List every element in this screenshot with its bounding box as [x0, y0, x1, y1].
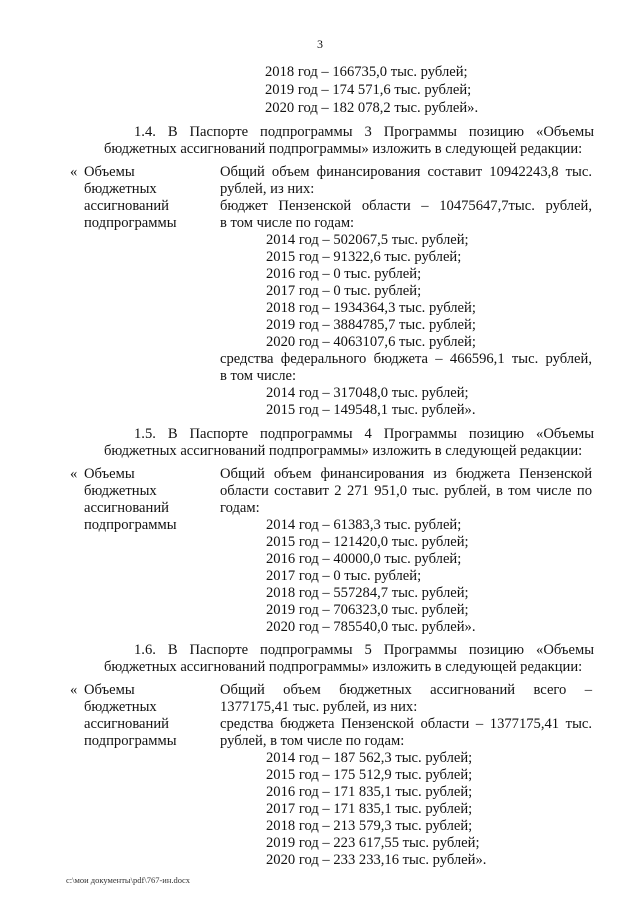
year-line: 2015 год – 121420,0 тыс. рублей; [266, 534, 469, 550]
year-line: 2014 год – 61383,3 тыс. рублей; [266, 517, 462, 533]
year-line: 2019 год – 174 571,6 тыс. рублей; [265, 82, 472, 98]
section-intro-line: 1.6. В Паспорте подпрограммы 5 Программы позицию «Объемы [134, 642, 594, 658]
row-text-line: годам: [220, 500, 260, 516]
page-number: 3 [317, 37, 323, 51]
year-line: 2018 год – 557284,7 тыс. рублей; [266, 585, 469, 601]
row-text-line: 1377175,41 тыс. рублей, из них: [220, 699, 418, 715]
year-line: 2020 год – 4063107,6 тыс. рублей; [266, 334, 476, 350]
year-line: 2016 год – 0 тыс. рублей; [266, 266, 422, 282]
section-intro-line: бюджетных ассигнований подпрограммы» изложить в следующей редакции: [104, 443, 583, 459]
year-line: 2015 год – 175 512,9 тыс. рублей; [266, 767, 473, 783]
row-text-line: в том числе по годам: [220, 215, 355, 231]
row-label: Объемы [84, 466, 135, 482]
quote-mark: « [70, 164, 78, 180]
row-label: подпрограммы [84, 733, 177, 749]
quote-mark: « [70, 466, 78, 482]
section-intro-line: 1.5. В Паспорте подпрограммы 4 Программы позицию «Объемы [134, 426, 594, 442]
row-label: ассигнований [84, 716, 169, 732]
year-line: 2018 год – 1934364,3 тыс. рублей; [266, 300, 476, 316]
year-line: 2017 год – 171 835,1 тыс. рублей; [266, 801, 473, 817]
row-text-line: рублей, из них: [220, 181, 315, 197]
row-label: ассигнований [84, 198, 169, 214]
row-text-line: бюджет Пензенской области – 10475647,7тыс. рублей, [220, 198, 592, 214]
footer-file-path: c:\мои документы\pdf\767-ин.docx [66, 875, 191, 885]
year-line: 2014 год – 317048,0 тыс. рублей; [266, 385, 469, 401]
row-text-line: Общий объем бюджетных ассигнований всего – [220, 682, 592, 698]
row-label: ассигнований [84, 500, 169, 516]
row-text-line: рублей, в том числе по годам: [220, 733, 405, 749]
section-intro-line: бюджетных ассигнований подпрограммы» изложить в следующей редакции: [104, 659, 583, 675]
year-line: 2018 год – 213 579,3 тыс. рублей; [266, 818, 473, 834]
year-line: 2014 год – 502067,5 тыс. рублей; [266, 232, 469, 248]
row-label: бюджетных [84, 699, 157, 715]
year-line: 2019 год – 706323,0 тыс. рублей; [266, 602, 469, 618]
row-text-line: средства бюджета Пензенской области – 1377175,41 тыс. [220, 716, 592, 732]
row-label: Объемы [84, 682, 135, 698]
row-label: бюджетных [84, 181, 157, 197]
year-line: 2015 год – 91322,6 тыс. рублей; [266, 249, 462, 265]
year-line: 2015 год – 149548,1 тыс. рублей». [266, 402, 476, 418]
row-label: Объемы [84, 164, 135, 180]
year-line: 2014 год – 187 562,3 тыс. рублей; [266, 750, 473, 766]
row-label: подпрограммы [84, 215, 177, 231]
row-text-line: в том числе: [220, 368, 297, 384]
row-label: подпрограммы [84, 517, 177, 533]
year-line: 2020 год – 785540,0 тыс. рублей». [266, 619, 476, 635]
row-text-line: Общий объем финансирования составит 10942243,8 тыс. [220, 164, 592, 180]
year-line: 2016 год – 171 835,1 тыс. рублей; [266, 784, 473, 800]
section-intro-line: бюджетных ассигнований подпрограммы» изложить в следующей редакции: [104, 141, 583, 157]
row-label: бюджетных [84, 483, 157, 499]
row-text-line: средства федерального бюджета – 466596,1 тыс. рублей, [220, 351, 592, 367]
section-intro-line: 1.4. В Паспорте подпрограммы 3 Программы позицию «Объемы [134, 124, 594, 140]
year-line: 2018 год – 166735,0 тыс. рублей; [265, 64, 468, 80]
year-line: 2017 год – 0 тыс. рублей; [266, 568, 422, 584]
year-line: 2020 год – 233 233,16 тыс. рублей». [266, 852, 487, 868]
row-text-line: области составит 2 271 951,0 тыс. рублей, в том числе по [220, 483, 592, 499]
quote-mark: « [70, 682, 78, 698]
year-line: 2020 год – 182 078,2 тыс. рублей». [265, 100, 479, 116]
year-line: 2019 год – 3884785,7 тыс. рублей; [266, 317, 476, 333]
row-text-line: Общий объем финансирования из бюджета Пензенской [220, 466, 592, 482]
year-line: 2016 год – 40000,0 тыс. рублей; [266, 551, 462, 567]
year-line: 2019 год – 223 617,55 тыс. рублей; [266, 835, 480, 851]
year-line: 2017 год – 0 тыс. рублей; [266, 283, 422, 299]
